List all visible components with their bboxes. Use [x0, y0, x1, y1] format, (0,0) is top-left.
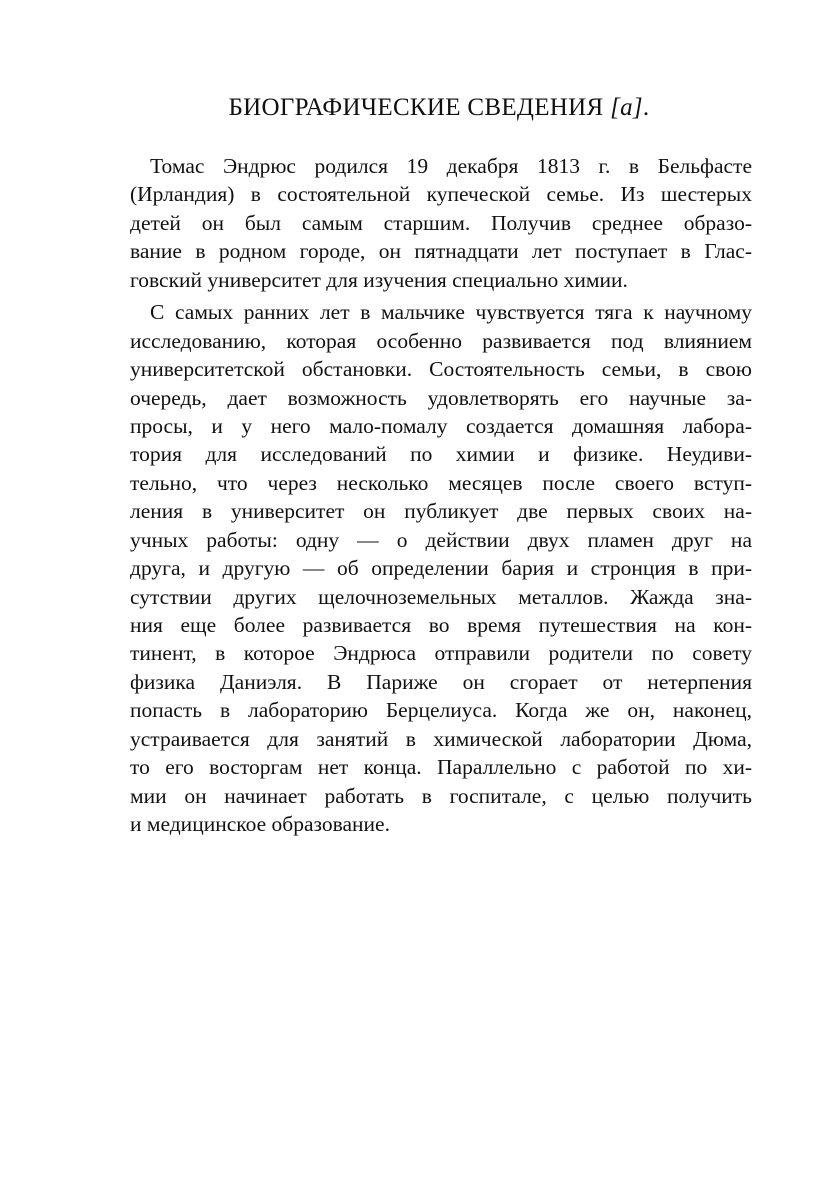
- text-line: просы, и у него мало-помалу создается домашняя лабора-: [130, 413, 752, 438]
- text-line: то его восторгам нет конца. Параллельно с работой по хи-: [130, 755, 752, 780]
- text-line: тельно, что через несколько месяцев после своего вступ-: [130, 470, 752, 495]
- heading-period: .: [642, 94, 650, 121]
- text-line: детей он был самым старшим. Получив среднее образо-: [130, 210, 752, 235]
- text-line: вание в родном городе, он пятнадцати лет поступает в Глас-: [130, 239, 752, 264]
- section-heading: [0, 94, 840, 122]
- text-line: мии он начинает работать в госпитале, с целью получить: [130, 783, 752, 808]
- text-line: Томас Эндрюс родился 19 декабря 1813 г. в Бельфасте: [150, 154, 752, 178]
- text-line: сутствии других щелочноземельных металлов. Жажда зна-: [130, 584, 752, 609]
- text-line: очередь, дает возможность удовлетворять его научные за-: [130, 385, 752, 410]
- heading-reference: [a]: [610, 94, 643, 121]
- text-line: С самых ранних лет в мальчике чувствуется тяга к научному: [150, 300, 752, 325]
- text-line: (Ирландия) в состоятельной купеческой семье. Из шестерых: [130, 182, 752, 207]
- text-line: ления в университет он публикует две первых своих на-: [130, 499, 752, 524]
- heading-title: БИОГРАФИЧЕСКИЕ СВЕДЕНИЯ: [228, 94, 604, 121]
- text-line: говский университет для изучения специально химии.: [130, 267, 628, 292]
- text-line: попасть в лабораторию Берцелиуса. Когда же он, наконец,: [130, 698, 752, 723]
- text-line: тинент, в которое Эндрюса отправили родители по совету: [130, 641, 752, 666]
- text-line: физика Даниэля. В Париже он сгорает от нетерпения: [130, 669, 752, 694]
- text-line: учных работы: одну — о действии двух пламен друг на: [130, 527, 752, 552]
- text-line: тория для исследований по химии и физике. Неудиви-: [130, 442, 752, 467]
- body-text: [130, 152, 752, 839]
- text-line: устраивается для занятий в химической лаборатории Дюма,: [130, 726, 752, 751]
- text-line: друга, и другую — об определении бария и стронция в при-: [130, 556, 752, 581]
- text-line: и медицинское образование.: [130, 812, 390, 837]
- text-line: университетской обстановки. Состоятельность семьи, в свою: [130, 357, 752, 382]
- text-line: исследованию, которая особенно развивается под влиянием: [130, 328, 752, 353]
- text-line: ния еще более развивается во время путешествия на кон-: [130, 613, 752, 637]
